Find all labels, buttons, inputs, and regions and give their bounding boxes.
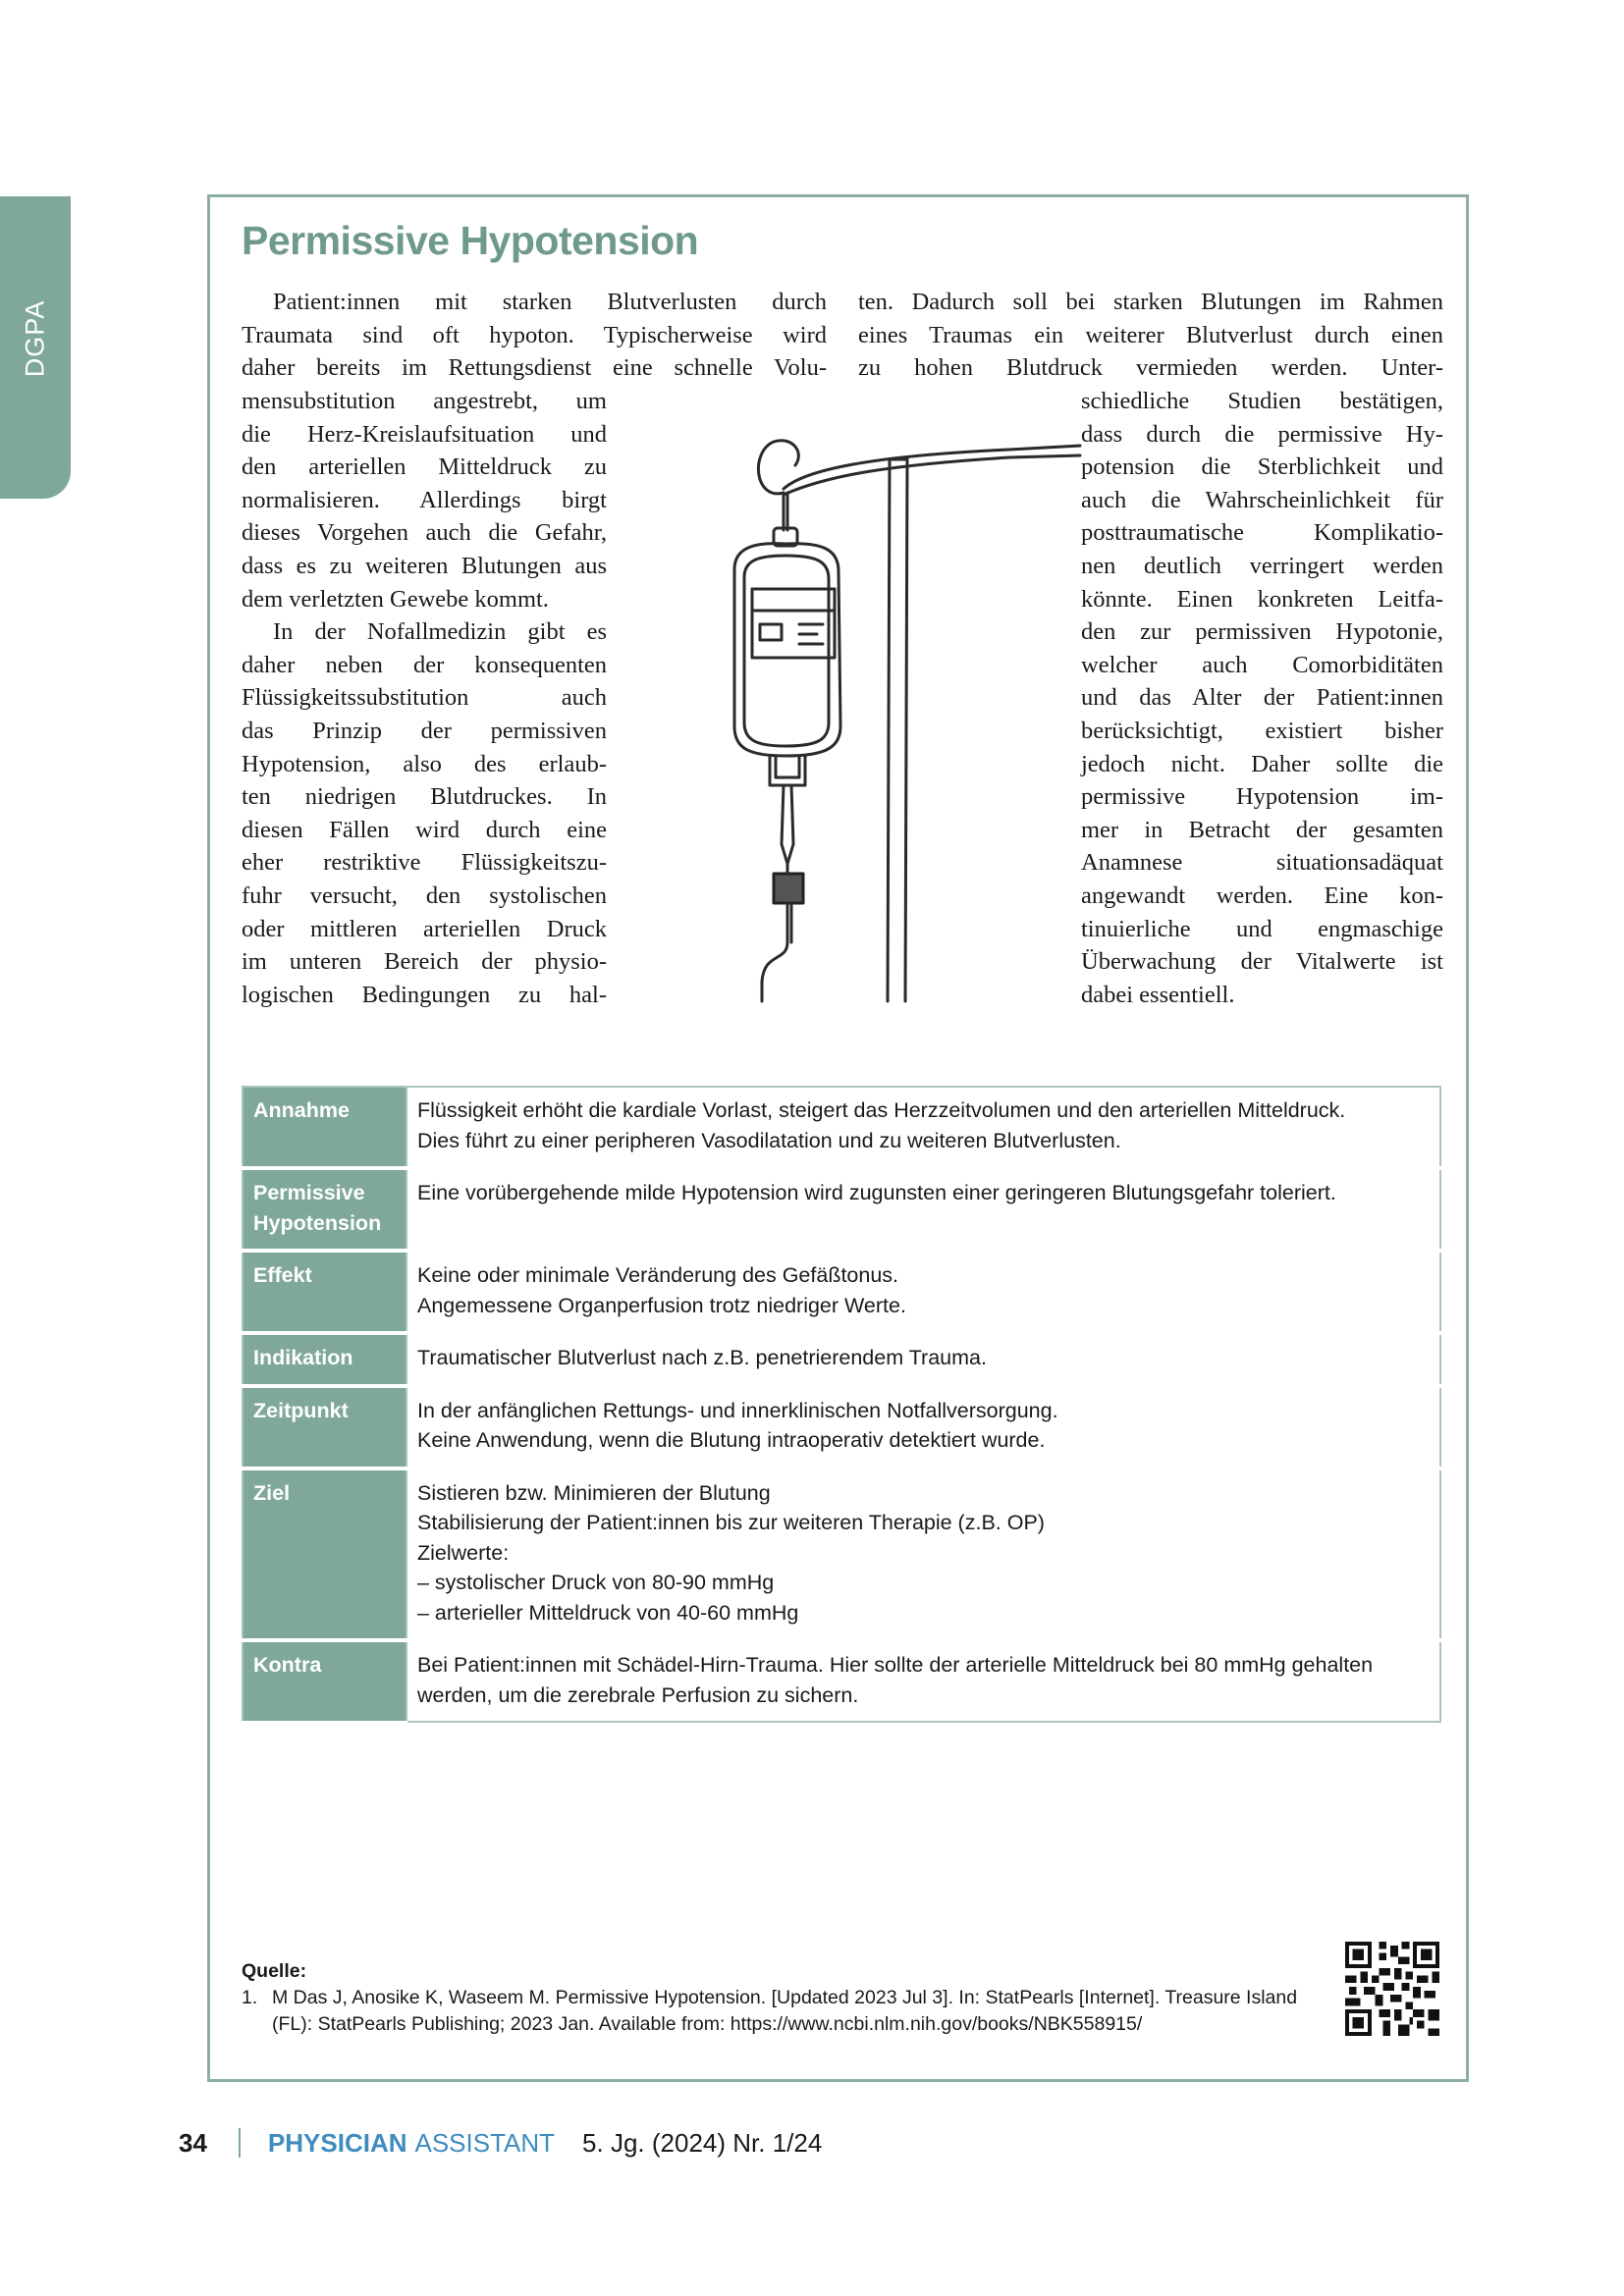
table-value-line: Bei Patient:innen mit Schädel-Hirn-Trauma. Hier sollte der arterielle Mitteldruck bei 80 mmHg gehalten: [417, 1653, 1374, 1677]
right-column-top: [858, 286, 1443, 385]
table-value-line: Keine Anwendung, wenn die Blutung intraoperativ detektiert wurde.: [417, 1428, 1046, 1452]
right-column-body: [1081, 385, 1443, 1011]
text-line: logischen Bedingungen zu hal-: [242, 981, 607, 1008]
table-value-line: Sistieren bzw. Minimieren der Blutung: [417, 1480, 771, 1505]
journal-name-bold: PHYSICIAN: [267, 2127, 407, 2158]
text-line: potension die Sterblichkeit und: [1081, 454, 1443, 481]
left-column-top: [242, 286, 827, 385]
table-row: [243, 1468, 1440, 1641]
text-line: den zur permissiven Hypotonie,: [1081, 618, 1443, 646]
text-line: Hypotension, also des erlaub-: [242, 750, 607, 777]
text-line: diesen Fällen wird durch eine: [242, 816, 607, 843]
text-line: Traumata sind oft hypoton. Typischerweise wird: [242, 321, 827, 348]
text-line: den arteriellen Mitteldruck zu: [242, 454, 607, 481]
table-value-line: Keine oder minimale Veränderung des Gefäßtonus.: [417, 1263, 899, 1287]
table-value-line: Flüssigkeit erhöht die kardiale Vorlast, steigert das Herzzeitvolumen und den arteriellen Mitteldruck.: [417, 1098, 1346, 1122]
table-row: [243, 1168, 1440, 1251]
table-value-line: Eine vorübergehende milde Hypotension wird zugunsten einer geringeren Blutungsgefahr toleriert.: [417, 1181, 1336, 1204]
text-line: dass es zu weiteren Blutungen aus: [242, 552, 607, 579]
text-line: posttraumatische Komplikatio-: [1081, 519, 1443, 547]
table-value-line: – systolischer Druck von 80-90 mmHg: [417, 1571, 775, 1594]
source-text: M Das J, Anosike K, Waseem M. Permissive Hypotension. [Updated 2023 Jul 3]. In: StatPearls [Internet]. Treasure Island (FL): StatPearls Publishing; 2023 Jan. Available from: https://www.ncbi.nlm.nih.gov/books/NBK558915/: [272, 1987, 1298, 2035]
table-row: [243, 1087, 1440, 1168]
text-line: im unteren Bereich der physio-: [242, 948, 607, 976]
table-row-value: [406, 1640, 1440, 1722]
page-footer: [179, 2125, 822, 2161]
text-line: nen deutlich verringert werden: [1081, 552, 1443, 579]
table-row-value: [406, 1468, 1440, 1641]
text-line: könnte. Einen konkreten Leitfa-: [1081, 585, 1443, 613]
page-number: 34: [179, 2127, 207, 2158]
table-row: [243, 1251, 1440, 1333]
text-line: auch die Wahrscheinlichkeit für: [1081, 486, 1443, 513]
text-line: ten. Dadurch soll bei starken Blutungen im Rahmen: [858, 289, 1443, 315]
table-row-key: Annahme: [243, 1087, 406, 1168]
table-row-key: Ziel: [243, 1468, 406, 1641]
footer-separator: [239, 2128, 241, 2158]
text-line: dass durch die permissive Hy-: [1081, 420, 1443, 448]
text-line: eines Traumas ein weiterer Blutverlust durch einen: [858, 321, 1443, 348]
text-line: daher bereits im Rettungsdienst eine schnelle Volu-: [242, 354, 827, 382]
table-row-value: [406, 1087, 1440, 1168]
issue-info: 5. Jg. (2024) Nr. 1/24: [582, 2127, 823, 2158]
text-line: berücksichtigt, existiert bisher: [1081, 717, 1443, 744]
text-line: angewandt werden. Eine kon-: [1081, 881, 1443, 909]
table-row-key: Zeitpunkt: [243, 1386, 406, 1468]
text-line: dabei essentiell.: [1081, 981, 1235, 1008]
table-row-key: Permissive Hypotension: [243, 1168, 406, 1251]
text-line: die Herz-Kreislaufsituation und: [242, 420, 607, 448]
table-row-value: [406, 1168, 1440, 1251]
qr-code-icon[interactable]: [1345, 1942, 1439, 2036]
text-line: und das Alter der Patient:innen: [1081, 684, 1443, 712]
table-value-line: Stabilisierung der Patient:innen bis zur weiteren Therapie (z.B. OP): [417, 1511, 1045, 1534]
table-row-key: Kontra: [243, 1640, 406, 1722]
text-line: welcher auch Comorbiditäten: [1081, 651, 1443, 678]
article-title: Permissive Hypotension: [242, 218, 699, 263]
iv-drip-stand-drawing: [715, 432, 1088, 1011]
text-line: oder mittleren arteriellen Druck: [242, 915, 607, 942]
text-line: ten niedrigen Blutdruckes. In: [242, 783, 607, 811]
text-line: das Prinzip der permissiven: [242, 717, 607, 744]
text-line: mensubstitution angestrebt, um: [242, 388, 607, 414]
text-line: daher neben der konsequenten: [242, 651, 607, 678]
table-value-line: – arterieller Mitteldruck von 40-60 mmHg: [417, 1600, 799, 1625]
table-row: [243, 1333, 1440, 1386]
side-tab-label: DGPA: [20, 299, 50, 378]
left-column-body: [242, 385, 607, 1011]
table-row-value: [406, 1333, 1440, 1386]
journal-name-light: ASSISTANT: [414, 2127, 556, 2158]
text-line: jedoch nicht. Daher sollte die: [1081, 750, 1443, 777]
text-line: zu hohen Blutdruck vermieden werden. Unter-: [858, 354, 1443, 382]
text-line: Überwachung der Vitalwerte ist: [1081, 948, 1443, 976]
text-line: tinuierliche und engmaschige: [1081, 915, 1443, 942]
table-value-line: Traumatischer Blutverlust nach z.B. penetrierendem Trauma.: [417, 1346, 987, 1369]
table-row-key: Effekt: [243, 1251, 406, 1333]
text-line: Patient:innen mit starken Blutverlusten durch: [273, 289, 827, 315]
text-line: permissive Hypotension im-: [1081, 783, 1443, 811]
text-line: Anamnese situationsadäquat: [1081, 849, 1443, 877]
text-line: eher restriktive Flüssigkeitszu-: [242, 849, 607, 877]
text-line: mer in Betracht der gesamten: [1081, 816, 1443, 843]
text-line: dieses Vorgehen auch die Gefahr,: [242, 519, 607, 547]
table-value-line: werden, um die zerebrale Perfusion zu sichern.: [417, 1682, 859, 1707]
text-line: fuhr versucht, den systolischen: [242, 881, 607, 909]
table-value-line: Zielwerte:: [417, 1540, 510, 1565]
source-title: Quelle:: [242, 1960, 307, 1982]
source-item: [242, 1985, 1322, 2038]
text-line: schiedliche Studien bestätigen,: [1081, 388, 1443, 414]
source-number: 1.: [242, 1987, 258, 2008]
table-value-line: Angemessene Organperfusion trotz niedriger Werte.: [417, 1293, 906, 1317]
table-row-key: Indikation: [243, 1333, 406, 1386]
table-value-line: In der anfänglichen Rettungs- und innerklinischen Notfallversorgung.: [417, 1398, 1058, 1422]
text-line: Flüssigkeitssubstitution auch: [242, 684, 607, 712]
table-row: [243, 1640, 1440, 1722]
table-row-value: [406, 1251, 1440, 1333]
table-row: [243, 1386, 1440, 1468]
text-line: dem verletzten Gewebe kommt.: [242, 585, 549, 613]
text-line: normalisieren. Allerdings birgt: [242, 486, 607, 513]
source-section: [242, 1958, 1322, 2038]
table-row-value: [406, 1386, 1440, 1468]
summary-table: [242, 1086, 1441, 1723]
text-line: In der Nofallmedizin gibt es: [273, 618, 607, 646]
table-value-line: Dies führt zu einer peripheren Vasodilatation und zu weiteren Blutverlusten.: [417, 1128, 1121, 1152]
